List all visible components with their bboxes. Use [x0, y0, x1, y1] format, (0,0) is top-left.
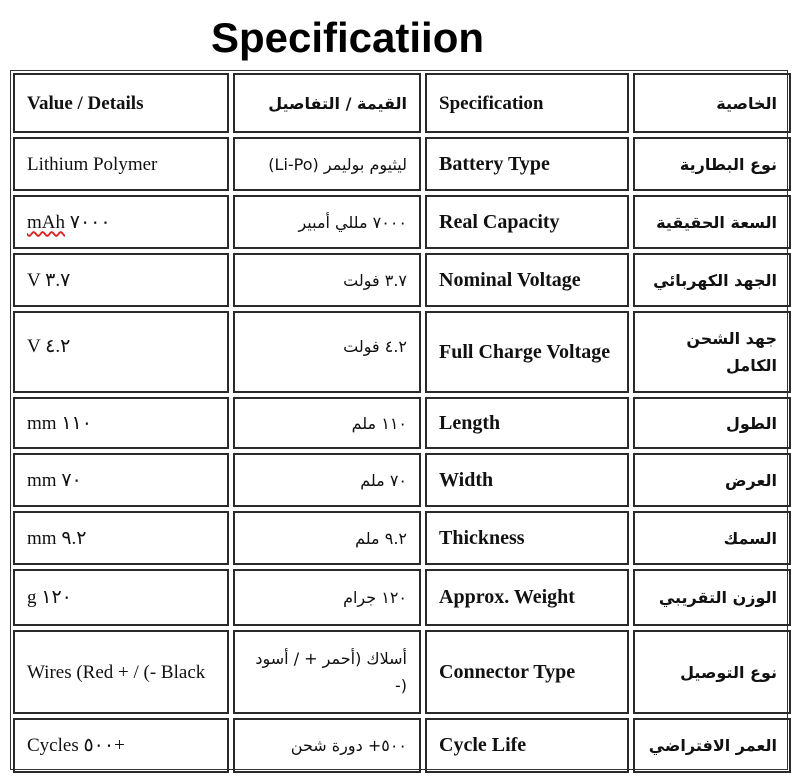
value-en-real-capacity-unit: mAh: [27, 211, 65, 233]
value-en-weight: g ١٢٠: [13, 569, 229, 626]
value-ar-connector-type: أسلاك (أحمر + / أسود (-: [233, 630, 421, 714]
spec-nominal-voltage: Nominal Voltage: [425, 253, 629, 307]
value-en-full-charge-voltage: V ٤.٢: [13, 311, 229, 393]
value-en-cycle-life: Cycles ٥٠٠+: [13, 718, 229, 773]
value-en-thickness: mm ٩.٢: [13, 511, 229, 565]
spec-width: Width: [425, 453, 629, 507]
spec-ar-width: العرض: [633, 453, 791, 507]
value-en-real-capacity: [13, 195, 229, 249]
spec-ar-battery-type: نوع البطارية: [633, 137, 791, 191]
value-ar-width: ٧٠ ملم: [233, 453, 421, 507]
spec-ar-weight: الوزن التقريبي: [633, 569, 791, 626]
value-en-battery-type: Lithium Polymer: [13, 137, 229, 191]
header-specification: Specification: [425, 73, 629, 133]
value-ar-real-capacity: ٧٠٠٠ مللي أمبير: [233, 195, 421, 249]
spec-ar-nominal-voltage: الجهد الكهربائي: [633, 253, 791, 307]
spec-ar-cycle-life: العمر الافتراضي: [633, 718, 791, 773]
value-en-length: mm ١١٠: [13, 397, 229, 449]
value-ar-thickness: ٩.٢ ملم: [233, 511, 421, 565]
header-property-ar: الخاصية: [633, 73, 791, 133]
spec-cycle-life: Cycle Life: [425, 718, 629, 773]
value-en-nominal-voltage: V ٣.٧: [13, 253, 229, 307]
spec-ar-length: الطول: [633, 397, 791, 449]
spec-ar-thickness: السمك: [633, 511, 791, 565]
spec-real-capacity: Real Capacity: [425, 195, 629, 249]
value-ar-cycle-life: ٥٠٠+ دورة شحن: [233, 718, 421, 773]
spec-length: Length: [425, 397, 629, 449]
spec-ar-connector-type: نوع التوصيل: [633, 630, 791, 714]
specification-table: [10, 70, 788, 770]
value-en-connector-type: Wires (Red + / (- Black: [13, 630, 229, 714]
value-en-width: mm ٧٠: [13, 453, 229, 507]
spec-full-charge-voltage: Full Charge Voltage: [425, 311, 629, 393]
spec-thickness: Thickness: [425, 511, 629, 565]
value-ar-full-charge-voltage: ٤.٢ فولت: [233, 311, 421, 393]
spec-ar-real-capacity: السعة الحقيقية: [633, 195, 791, 249]
spec-weight: Approx. Weight: [425, 569, 629, 626]
value-ar-weight: ١٢٠ جرام: [233, 569, 421, 626]
header-value-ar: القيمة / التفاصيل: [233, 73, 421, 133]
page-title: Specificatiion: [210, 14, 485, 61]
value-ar-length: ١١٠ ملم: [233, 397, 421, 449]
spec-connector-type: Connector Type: [425, 630, 629, 714]
header-value-details: Value / Details: [13, 73, 229, 133]
value-ar-nominal-voltage: ٣.٧ فولت: [233, 253, 421, 307]
spec-battery-type: Battery Type: [425, 137, 629, 191]
value-ar-battery-type: ليثيوم بوليمر (Li-Po): [233, 137, 421, 191]
spec-ar-full-charge-voltage: جهد الشحن الكامل: [633, 311, 791, 393]
value-en-real-capacity-number: ٧٠٠٠: [65, 211, 111, 233]
